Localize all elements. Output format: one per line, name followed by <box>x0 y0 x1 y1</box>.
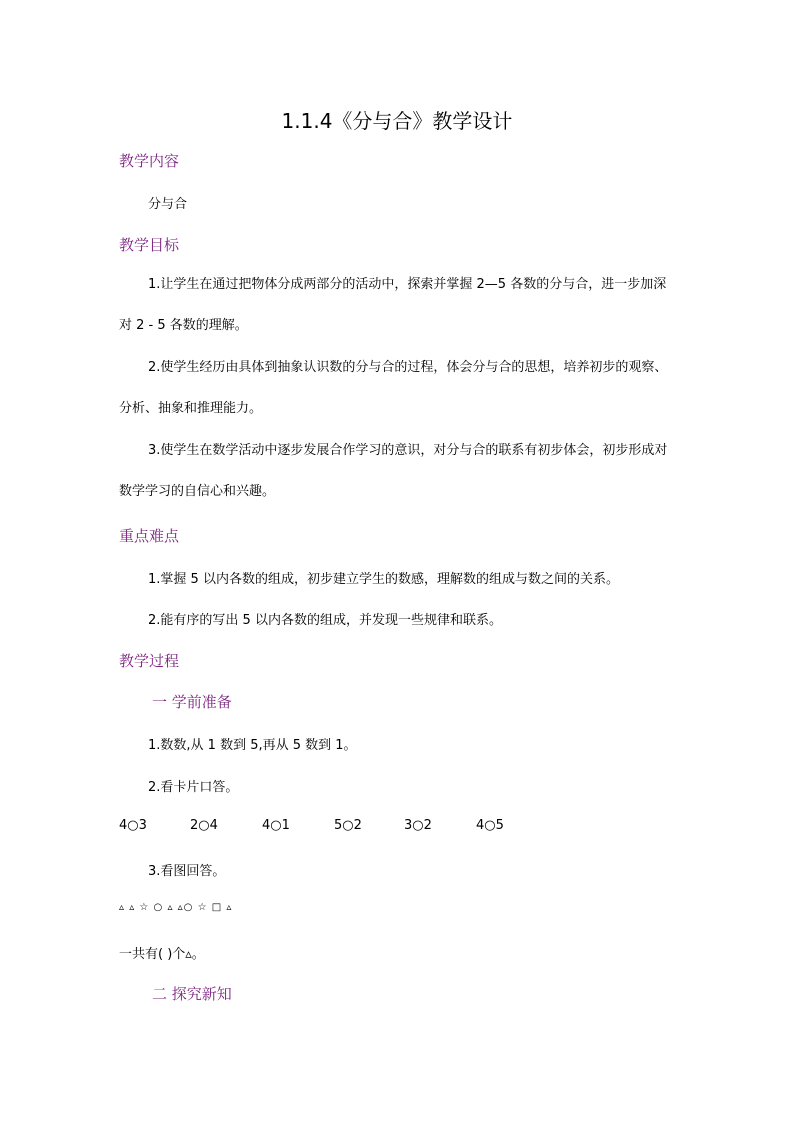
compare-item: 5○2 <box>334 818 362 833</box>
content-text: 分与合 <box>148 197 188 212</box>
compare-item: 2○4 <box>190 818 218 833</box>
heading-process: 教学过程 <box>119 652 180 670</box>
compare-item: 4○1 <box>262 818 290 833</box>
subheading-explore: 二 探究新知 <box>152 985 232 1003</box>
heading-content: 教学内容 <box>119 152 180 170</box>
compare-item: 4○3 <box>119 818 147 833</box>
prep-step-2: 2.看卡片口答。 <box>148 780 239 795</box>
prep-step-1: 1.数数,从 1 数到 5,再从 5 数到 1。 <box>148 738 357 753</box>
document-title: 1.1.4《分与合》教学设计 <box>281 109 513 133</box>
goal-item-1: 1.让学生在通过把物体分成两部分的活动中，探索并掌握 2—5 各数的分与合，进一步加深对 2 - 5 各数的理解。 <box>119 277 667 333</box>
goal-item-2: 2.使学生经历由具体到抽象认识数的分与合的过程，体会分与合的思想，培养初步的观察、分析、抽象和推理能力。 <box>119 360 668 416</box>
compare-cards-row <box>119 818 516 833</box>
goal-item-3: 3.使学生在数学活动中逐步发展合作学习的意识，对分与合的联系有初步体会，初步形成对数学学习的自信心和兴趣。 <box>119 443 668 499</box>
heading-goals: 教学目标 <box>119 236 180 254</box>
count-question: 一共有( )个▵。 <box>119 947 205 962</box>
subheading-preparation: 一 学前准备 <box>152 693 232 711</box>
prep-step-3: 3.看图回答。 <box>148 864 226 879</box>
heading-key-points: 重点难点 <box>119 527 180 545</box>
shape-symbols-row: ▵ ▵ ☆ ○ ▵ ▵○ ☆ □ ▵ <box>119 902 233 913</box>
key-point-1: 1.掌握 5 以内各数的组成，初步建立学生的数感，理解数的组成与数之间的关系。 <box>148 572 619 587</box>
compare-item: 3○2 <box>404 818 432 833</box>
key-point-2: 2.能有序的写出 5 以内各数的组成，并发现一些规律和联系。 <box>148 613 502 628</box>
compare-item: 4○5 <box>476 818 504 833</box>
